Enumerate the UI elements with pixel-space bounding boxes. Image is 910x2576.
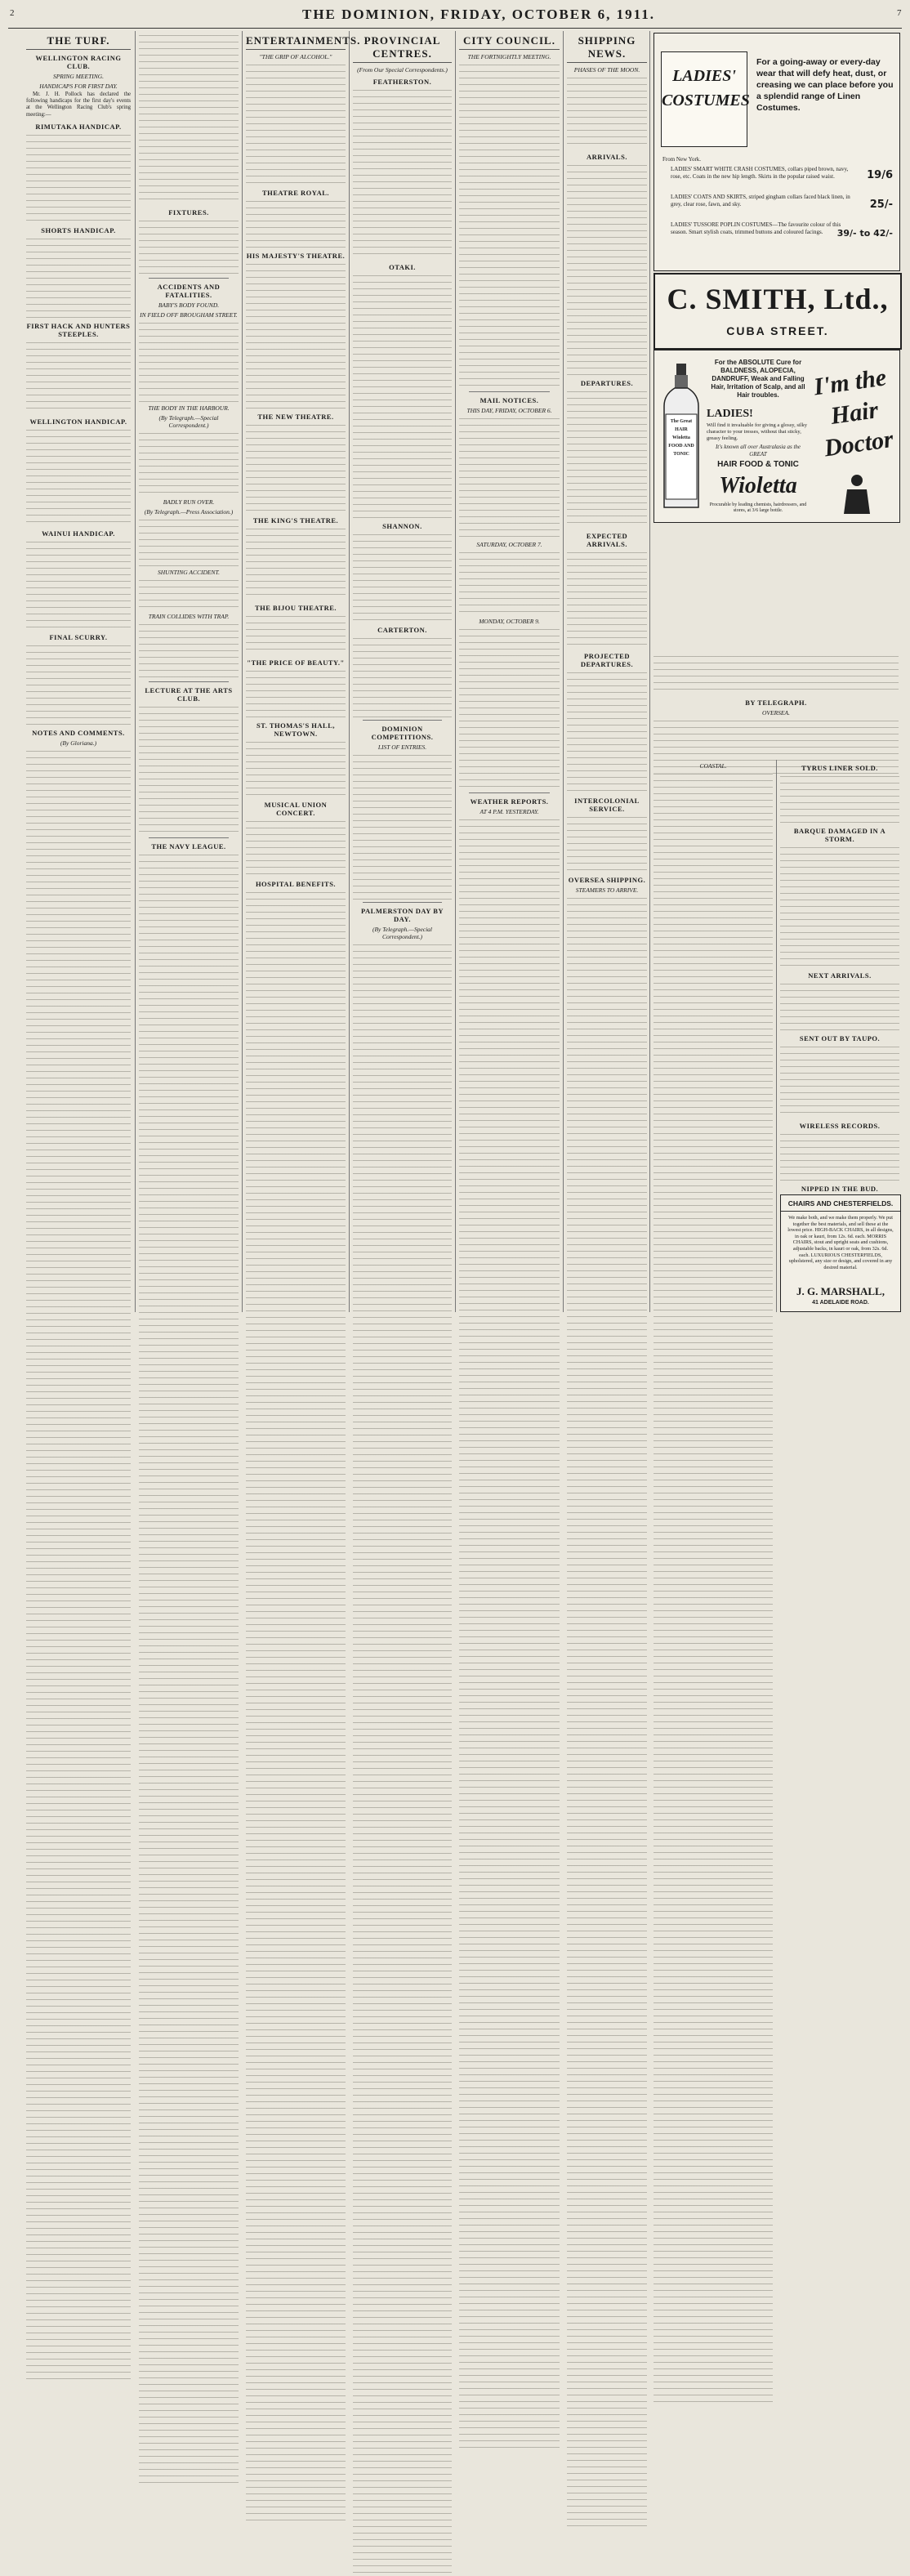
column-rule: [563, 31, 564, 1312]
costume-price-2: 25/-: [869, 199, 893, 211]
competitions-heading: DOMINION COMPETITIONS.: [371, 725, 434, 741]
article-body: [246, 261, 346, 408]
race-entries: [26, 132, 131, 222]
column-rule: [349, 31, 350, 1312]
navy-heading: THE NAVY LEAGUE.: [151, 842, 226, 850]
column-news: [139, 33, 239, 1312]
kings-heading: THE KING'S THEATRE.: [252, 516, 339, 525]
marshall-title: CHAIRS AND CHESTERFIELDS.: [781, 1199, 900, 1212]
article-body: [246, 668, 346, 717]
costume-item-2: LADIES' COATS AND SKIRTS, striped gingham collars faced black linen, in grey, clear rose, fawn, and sky.: [671, 194, 850, 208]
musical-heading: MUSICAL UNION CONCERT.: [264, 801, 328, 817]
race-heading: WAINUI HANDICAP.: [42, 529, 115, 538]
st-thomas-heading: ST. THOMAS'S HALL, NEWTOWN.: [256, 721, 336, 738]
race-entries: [26, 539, 131, 629]
costumes-tagline: For a going-away or every-day wear that will defy heat, dust, or creasing we can place before you a splendid range of Linen Costumes.: [756, 57, 894, 113]
next-arrivals-heading: NEXT ARRIVALS.: [808, 971, 872, 980]
handicaps-subhead: HANDICAPS FOR FIRST DAY.: [39, 83, 118, 90]
column-rule: [649, 31, 650, 1312]
oversea-subhead: OVERSEA.: [762, 709, 790, 717]
article-body: [353, 942, 452, 2576]
bottle-label: The Great HAIR Wioletta FOOD AND TONIC: [668, 419, 694, 457]
chemists-text: Procurable by leading chemists, hairdressers, and stores, at 3/6 large bottle.: [709, 502, 807, 513]
article-body: [139, 33, 239, 204]
bijou-heading: THE BIJOU THEATRE.: [254, 604, 337, 612]
mail-list: [459, 627, 560, 790]
race-heading: FIRST HACK AND HUNTERS STEEPLES.: [26, 321, 131, 338]
costume-item-3: LADIES' TUSSORE POPLIN COSTUMES—The favourite colour of this season. Smart stylish coats, trimmed buttons and coloured facings.: [671, 221, 841, 235]
nipped-heading: NIPPED IN THE BUD.: [801, 1185, 879, 1193]
telegraph-heading: BY TELEGRAPH.: [745, 699, 807, 707]
article-body: [353, 273, 452, 518]
marshall-firm: J. G. MARSHALL,: [796, 1285, 885, 1297]
race-heading: FINAL SCURRY.: [49, 632, 108, 641]
provincial-byline: (From Our Special Correspondents.): [357, 66, 448, 74]
moon-heading: PHASES OF THE MOON.: [573, 66, 640, 74]
entertainments-heading: ENTERTAINMENTS.: [246, 34, 346, 50]
race-entries: [26, 236, 131, 318]
article-body: [780, 981, 899, 1030]
c-smith-street: CUBA STREET.: [726, 324, 829, 337]
entries-table: [353, 752, 452, 900]
marshall-advertisement: [780, 1194, 901, 1312]
notes-byline: (By Gloriana.): [60, 739, 97, 747]
article-body: [780, 774, 899, 823]
fixtures-list: [139, 218, 239, 275]
article-body: [139, 704, 239, 835]
shannon-heading: SHANNON.: [382, 522, 422, 530]
palmerston-heading: PALMERSTON DAY BY DAY.: [360, 907, 444, 923]
article-body: [353, 532, 452, 622]
article-body: [26, 748, 131, 2382]
notes-heading: NOTES AND COMMENTS.: [32, 728, 125, 737]
article-body: [246, 422, 346, 512]
divider: [149, 681, 229, 682]
mail-heading: MAIL NOTICES.: [480, 396, 539, 404]
accidents-heading: ACCIDENTS AND FATALITIES.: [157, 283, 221, 299]
article-body: [246, 526, 346, 600]
meeting-subhead: SPRING MEETING.: [52, 73, 105, 80]
council-subhead: THE FORTNIGHTLY MEETING.: [467, 53, 551, 60]
tonic-text: HAIR FOOD & TONIC: [717, 460, 799, 469]
article-body: [780, 1044, 899, 1118]
column-shipping: [567, 33, 647, 1312]
known-text: It's known all over Australasia as the GREAT: [715, 444, 801, 458]
column-rule: [135, 31, 136, 1312]
weather-list: [459, 817, 560, 2451]
wioletta-headline: For the ABSOLUTE Cure for BALDNESS, ALOPECIA, DANDRUFF, Weak and Falling Hair, Irritation of Scalp, and all Hair troubles.: [711, 359, 805, 399]
ladies-text: Will find it invaluable for giving a glossy, silky character to your tresses, without that sticky, greasy feeling.: [707, 422, 807, 441]
oversea-heading: OVERSEA SHIPPING.: [568, 876, 646, 884]
coastal-list: [654, 771, 773, 2405]
article-body: [246, 62, 346, 185]
baby-heading: BABY'S BODY FOUND.: [158, 301, 220, 309]
article-body: [246, 614, 346, 654]
shunting-heading: SHUNTING ACCIDENT.: [158, 569, 220, 576]
article-body: [459, 62, 560, 389]
handicap-intro: Mr. J. H. Pollock has declared the following handicaps for the first day's events at the Wellington Racing Club's spring meeting:—: [26, 92, 131, 118]
projected-heading: PROJECTED DEPARTURES.: [580, 652, 634, 668]
costumes-advertisement: [654, 33, 900, 271]
new-theatre-heading: THE NEW THEATRE.: [257, 413, 334, 421]
marshall-body: We make both, and we make them properly. We put together the best materials, and sell these at the lowest price. HIGH-BACK CHAIRS, in all designs, in oak or kauri, from 12s. 6d. each. MORRIS CHAIRS, stout and upright seats and cushions, adjustable backs, in kauri or oak, from 32s. 6d. each. LUXURIOUS CHESTERFIELDS, upholstered, any size or design, and covered in any desired material.: [787, 1215, 894, 1270]
fixtures-heading: FIXTURES.: [168, 208, 209, 217]
article-body: [780, 845, 899, 967]
article-body: [246, 199, 346, 248]
grip-heading: "THE GRIP OF ALCOHOL.": [259, 53, 332, 60]
runover-byline: (By Telegraph.—Press Association.): [144, 508, 234, 516]
divider: [149, 837, 229, 838]
mail-day: THIS DAY, FRIDAY, OCTOBER 6.: [466, 407, 552, 414]
divider: [363, 720, 442, 721]
arrivals-list: [567, 163, 647, 375]
palmerston-byline: (By Telegraph.—Special Correspondent.): [372, 926, 433, 940]
article-body: [246, 890, 346, 2524]
to-arrive-heading: STEAMERS TO ARRIVE.: [575, 886, 639, 894]
otaki-heading: OTAKI.: [389, 263, 416, 271]
beauty-heading: "THE PRICE OF BEAUTY.": [247, 659, 345, 667]
costume-item-1: LADIES' SMART WHITE CRASH COSTUMES, collars piped brown, navy, rose, etc. Coats in the new hip length. Skirts in the popular raised waist.: [671, 166, 849, 180]
race-heading: RIMUTAKA HANDICAP.: [35, 122, 122, 131]
benefits-heading: HOSPITAL BENEFITS.: [255, 880, 337, 888]
c-smith-name: C. SMITH, Ltd.,: [667, 283, 889, 315]
page-number-left: 2: [10, 8, 15, 18]
harbour-heading: THE BODY IN THE HARBOUR.: [148, 404, 230, 412]
column-turf: [26, 33, 131, 1312]
oversea-list: [567, 895, 647, 2529]
wireless-heading: WIRELESS RECORDS.: [799, 1122, 881, 1130]
marshall-address: 41 ADELAIDE ROAD.: [812, 1300, 869, 1306]
column-rule: [242, 31, 243, 1312]
masthead: [0, 2, 910, 29]
article-body: [780, 1132, 899, 1181]
intercolonial-list: [567, 815, 647, 872]
intercolonial-heading: INTERCOLONIAL SERVICE.: [574, 797, 640, 813]
carterton-heading: CARTERTON.: [377, 626, 427, 634]
projected-list: [567, 670, 647, 792]
weather-subhead: AT 4 P.M. YESTERDAY.: [480, 808, 539, 815]
theatre-royal-heading: THEATRE ROYAL.: [261, 189, 330, 197]
turf-heading: THE TURF.: [26, 34, 131, 50]
article-body: [654, 654, 899, 694]
race-heading: WELLINGTON HANDICAP.: [29, 417, 127, 426]
article-body: [353, 87, 452, 259]
coastal-subhead: COASTAL.: [699, 762, 727, 770]
race-entries: [26, 427, 131, 525]
his-majesty-heading: HIS MAJESTY'S THEATRE.: [246, 252, 346, 260]
article-body: [139, 320, 239, 402]
column-coastal: [654, 760, 773, 1312]
trap-heading: TRAIN COLLIDES WITH TRAP.: [148, 613, 230, 620]
costumes-title: LADIES' COSTUMES: [662, 67, 750, 109]
mail-day: MONDAY, OCTOBER 9.: [479, 618, 540, 625]
costumes-from: From New York.: [662, 156, 702, 163]
weather-heading: WEATHER REPORTS.: [470, 797, 549, 806]
shipping-heading: SHIPPING NEWS.: [567, 34, 647, 63]
lecture-heading: LECTURE AT THE ARTS CLUB.: [145, 686, 233, 703]
article-body: [139, 431, 239, 496]
baby-subhead: IN FIELD OFF BROUGHAM STREET.: [140, 311, 238, 319]
departures-heading: DEPARTURES.: [580, 379, 634, 387]
article-body: [139, 578, 239, 610]
costumes-title-box: [661, 51, 750, 147]
divider: [149, 278, 229, 279]
arrivals-heading: ARRIVALS.: [587, 153, 627, 161]
costume-price-3: 39/- to 42/-: [836, 228, 893, 239]
mail-list: [459, 416, 560, 538]
hair-doctor-script: I'm the Hair Doctor: [812, 364, 895, 462]
masthead-rule: [8, 28, 902, 29]
tyrus-heading: TYRUS LINER SOLD.: [801, 764, 878, 772]
article-body: [139, 517, 239, 566]
race-heading: SHORTS HANDICAP.: [41, 225, 116, 234]
divider: [469, 391, 550, 392]
moon-table: [567, 75, 647, 149]
article-body: [139, 852, 239, 2486]
runover-heading: BADLY RUN OVER.: [163, 498, 215, 506]
entries-heading: LIST OF ENTRIES.: [377, 743, 427, 751]
doctor-figure-icon: [841, 473, 873, 514]
featherston-heading: FEATHERSTON.: [372, 78, 432, 86]
race-entries: [26, 340, 131, 413]
ladies-label: LADIES!: [707, 408, 753, 420]
council-heading: CITY COUNCIL.: [459, 34, 560, 50]
newspaper-title: THE DOMINION, FRIDAY, OCTOBER 6, 1911.: [302, 7, 655, 22]
mail-day: SATURDAY, OCTOBER 7.: [476, 541, 542, 548]
wioletta-advertisement: [654, 350, 900, 523]
page-number-right: 7: [897, 8, 902, 18]
wioletta-brand: Wioletta: [719, 473, 797, 498]
article-body: [246, 819, 346, 876]
harbour-byline: (By Telegraph.—Special Correspondent.): [158, 414, 219, 429]
hair-tonic-bottle-image: [661, 364, 702, 511]
divider: [469, 792, 550, 793]
column-city-council: [459, 33, 560, 1312]
doctor-figure: [841, 473, 873, 514]
provincial-heading: PROVINCIAL CENTRES.: [353, 34, 452, 63]
article-body: [246, 739, 346, 797]
column-provincial: [353, 33, 452, 1312]
divider: [363, 902, 442, 903]
departures-list: [567, 389, 647, 528]
expected-list: [567, 550, 647, 648]
c-smith-advertisement: [654, 273, 902, 350]
column-entertainments: [246, 33, 361, 1312]
barque-heading: BARQUE DAMAGED IN A STORM.: [793, 827, 886, 843]
club-heading: WELLINGTON RACING CLUB.: [35, 54, 122, 70]
column-rule: [455, 31, 456, 1312]
expected-heading: EXPECTED ARRIVALS.: [586, 532, 628, 548]
race-entries: [26, 643, 131, 725]
mail-list: [459, 550, 560, 615]
costume-price-1: 19/6: [867, 169, 893, 181]
article-body: [139, 622, 239, 679]
article-body: [353, 636, 452, 717]
column-rule: [776, 760, 777, 1312]
taupo-heading: SENT OUT BY TAUPO.: [799, 1034, 881, 1042]
